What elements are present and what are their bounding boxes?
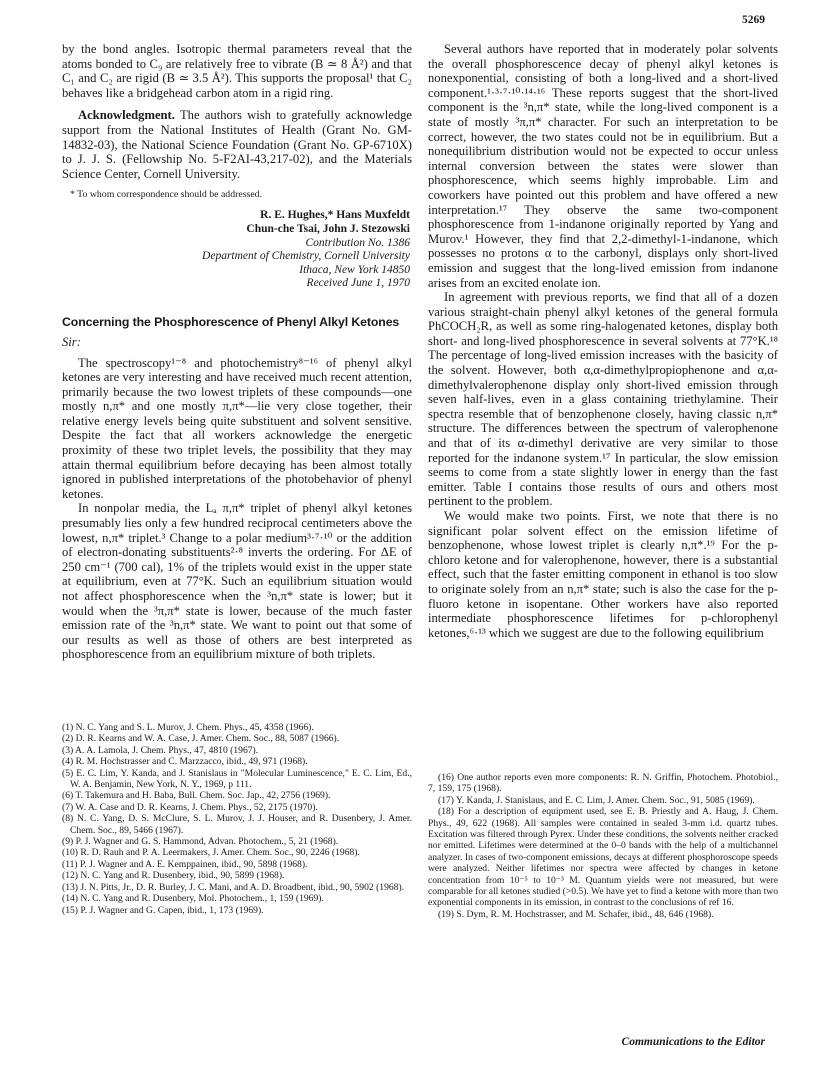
reference-item: (12) N. C. Yang and R. Dusenbery, ibid., 90, 5899 (1968).	[62, 870, 285, 882]
reference-item: (16) One author reports even more components: R. N. Griffin, Photochem. Photobiol., 7, 159, 175 (1968).	[428, 772, 778, 795]
reference-item: (7) W. A. Case and D. R. Kearns, J. Chem. Phys., 52, 2175 (1970).	[62, 801, 318, 813]
acknowledgment-heading: Acknowledgment.	[78, 108, 175, 123]
reference-item: (11) P. J. Wagner and A. E. Kemppainen, ibid., 90, 5898 (1968).	[62, 858, 308, 870]
body-paragraph-1: The spectroscopy¹⁻⁸ and photochemistry⁸⁻¹⁶ of phenyl alkyl ketones are very interesting and have received much recent attention, primarily because the two lowest triplets of these compounds—one mostly n,π* and one mostly π,π*—lie very close together, their relative energy levels being quite substituent and solvent sensitive. Despite the fact that all workers acknowledge the energetic proximity of these two triplet levels, the possibility that they may attain thermal equilibrium before decaying has been almost totally ignored in published interpretations of the photobehavior of phenyl ketones.	[62, 355, 412, 501]
left-column	[62, 42, 412, 662]
authors-line-2: Chun-che Tsai, John J. Stezowski	[246, 222, 410, 235]
reference-item: (19) S. Dym, R. M. Hochstrasser, and M. Schafer, ibid., 48, 646 (1968).	[438, 908, 714, 920]
reference-item: (17) Y. Kanda, J. Stanislaus, and E. C. Lim, J. Amer. Chem. Soc., 91, 5085 (1969).	[438, 794, 755, 806]
received-date: Received June 1, 1970	[306, 277, 410, 290]
reference-item: (1) N. C. Yang and S. L. Murov, J. Chem. Phys., 45, 4358 (1966).	[62, 722, 314, 733]
right-paragraph-2: In agreement with previous reports, we find that all of a dozen various straight-chain phenyl alkyl ketones of the general formula PhCOCH₂R, as well as some ring-halogenated ketones, display both short- and long-lived phosphorescence in several solvents at 77°K.¹⁸ The percentage of long-lived emission increases with the basicity of the solvent. However, both α,α-dimethylpropiophenone and α,α-dimethylvalerophenone display only short-lived emission through seven half-lives, even in a glass containing triethylamine. Their spectra resemble that of benzophenone closely, having classic n,π* structure. The differences between the spectrum of valerophenone and that of its α-dimethyl derivative are very similar to those reported for the indanone system.¹⁷ In particular, the slow emission seems to come from a state slightly lower in energy than the fast emitter. Table I contains those results of ours and others most pertinent to the problem.	[428, 290, 778, 509]
right-paragraph-3: We would make two points. First, we note that there is no significant polar solvent effect on the emission lifetime of benzophenone, whose lowest triplet is clearly n,π*.¹⁹ For the p-chloro ketone and for valerophenone, however, there is a substantial effect, such that the faster emitting component in ethanol is too slow to originate solely from an n,π* state; such is also the case for the p-fluoro ketone in isopentane. Other workers have also reported intermediate phosphorescence lifetimes for p-chlorophenyl ketones,⁶·¹³ which we suggest are due to the following equilibrium	[428, 509, 778, 640]
body-paragraph-2: In nonpolar media, the Lₐ π,π* triplet of phenyl alkyl ketones presumably lies only a few hundred reciprocal centimeters above the lowest, n,π* triplet.³ Change to a polar medium³·⁷·¹⁰ or the addition of electron-donating substituents²·⁸ inverts the ordering. For ΔE of 250 cm⁻¹ (700 cal), 1% of the triplets would exist in the upper state at equilibrium, even at 77°K. Such an equilibrium situation would not affect phosphorescence when the ³n,π* state is lower; but it would when the ³π,π* state is lower, because of the much faster emission rate of the ³n,π* state. We want to point out that some of our results as well as those of others are best interpreted as phosphorescence from an equilibrium mixture of both triplets.	[62, 501, 412, 662]
reference-item: (14) N. C. Yang and R. Dusenbery, Mol. Photochem., 1, 159 (1969).	[62, 893, 324, 905]
salutation: Sir:	[62, 334, 81, 349]
reference-item: (13) J. N. Pitts, Jr., D. R. Burley, J. C. Mani, and A. D. Broadbent, ibid., 90, 5902 (1968).	[62, 881, 405, 893]
references-left	[62, 722, 412, 916]
reference-item: (15) P. J. Wagner and G. Capen, ibid., 1, 173 (1969).	[62, 904, 264, 916]
reference-item: (8) N. C. Yang, D. S. McClure, S. L. Murov, J. J. Houser, and R. Dusenbery, J. Amer. Chem. Soc., 89, 5466 (1967).	[62, 813, 412, 836]
acknowledgment-text: The authors wish to gratefully acknowledge support from the National Institutes of Health (Grant No. GM-14832-03), the National Science Foundation (Grant No. GP-6710X) to J. J. S. (Fellowship No. 5-F2AI-43,217-02), and the Materials Science Center, Cornell University.	[62, 108, 412, 181]
reference-item: (6) T. Takemura and H. Baba, Bull. Chem. Soc. Jap., 42, 2756 (1969).	[62, 790, 331, 802]
article-title: Concerning the Phosphorescence of Phenyl Alkyl Ketones	[62, 314, 400, 329]
right-paragraph-1: Several authors have reported that in moderately polar solvents the overall phosphorescence decay of phenyl alkyl ketones is nonexponential, consisting of both a long-lived and a short-lived component.¹·³·⁷·¹⁰·¹⁴·¹⁶ These reports suggest that the short-lived component is the ³n,π* state, while the long-lived component is a state of mostly ³π,π* character. For such an interpretation to be correct, however, the two states could not be in equilibrium. But a nonequilibrium distribution would not be expected to occur unless internal conversion between the states were slower than phosphorescence, which seems highly improbable. Lim and coworkers have pointed out this problem and have offered a new interpretation.¹⁷ They observe the same two-component phosphorescence from 1-indanone originally reported by Yang and Murov.¹ However, they find that 2,2-dimethyl-1-indanone, which possesses no protons α to the carbonyl, displays only short-lived emission and suggest that the long-lived emission from indanone arises from an excited enolate ion.	[428, 42, 778, 290]
reference-item: (18) For a description of equipment used, see E. B. Priestly and A. Haug, J. Chem. Phys., 49, 622 (1968). All samples were contained in sealed 3-mm i.d. quartz tubes. Excitation was filtered through Pyrex. Under these conditions, the solvents neither cracked nor emitted. Lifetimes were determined at the 0–0 bands with the help of a multichannel analyzer. In cases of two-component emissions, decays at different phosphoroscope speeds were analyzed. Neither lifetimes nor spectra were affected by changes in ketone concentration from 10⁻⁵ to 10⁻³ M. Quantum yields were not measured, but were comparable for all ketones studied (>0.5). We have yet to find a ketone with more than two exponential components in its emission, in contrast to the conclusions of ref 16.	[428, 806, 778, 909]
city: Ithaca, New York 14850	[299, 263, 410, 276]
reference-item: (3) A. A. Lamola, J. Chem. Phys., 47, 4810 (1967).	[62, 744, 259, 756]
department: Department of Chemistry, Cornell University	[202, 250, 410, 263]
right-column	[428, 42, 778, 640]
author-signature	[62, 209, 412, 291]
reference-item: (5) E. C. Lim, Y. Kanda, and J. Stanislaus in "Molecular Luminescence," E. C. Lim, Ed., W. A. Benjamin, New York, N. Y., 1969, p 111.	[62, 767, 412, 791]
reference-item: (10) R. D. Rauh and P. A. Leermakers, J. Amer. Chem. Soc., 90, 2246 (1968).	[62, 847, 360, 859]
page-number: 5269	[742, 14, 765, 26]
reference-item: (2) D. R. Kearns and W. A. Case, J. Amer. Chem. Soc., 88, 5087 (1966).	[62, 733, 340, 745]
authors-line-1: R. E. Hughes,* Hans Muxfeldt	[260, 209, 410, 222]
acknowledgment-paragraph	[62, 108, 412, 181]
section-footer: Communications to the Editor	[621, 1036, 765, 1048]
contribution-number: Contribution No. 1386	[305, 236, 410, 249]
intro-paragraph: by the bond angles. Isotropic thermal parameters reveal that the atoms bonded to C₉ are relatively free to vibrate (B ≃ 8 Å²) and that C₁ and C₂ are rigid (B ≃ 3.5 Å²). This supports the proposal¹ that C₂ behaves like a bridgehead carbon atom in a rigid ring.	[62, 42, 412, 100]
reference-item: (4) R. M. Hochstrasser and C. Marzzacco, ibid., 49, 971 (1968).	[62, 756, 308, 768]
correspondence-note: * To whom correspondence should be addressed.	[70, 189, 263, 201]
reference-item: (9) P. J. Wagner and G. S. Hammond, Advan. Photochem., 5, 21 (1968).	[62, 836, 339, 848]
references-right	[428, 772, 778, 920]
